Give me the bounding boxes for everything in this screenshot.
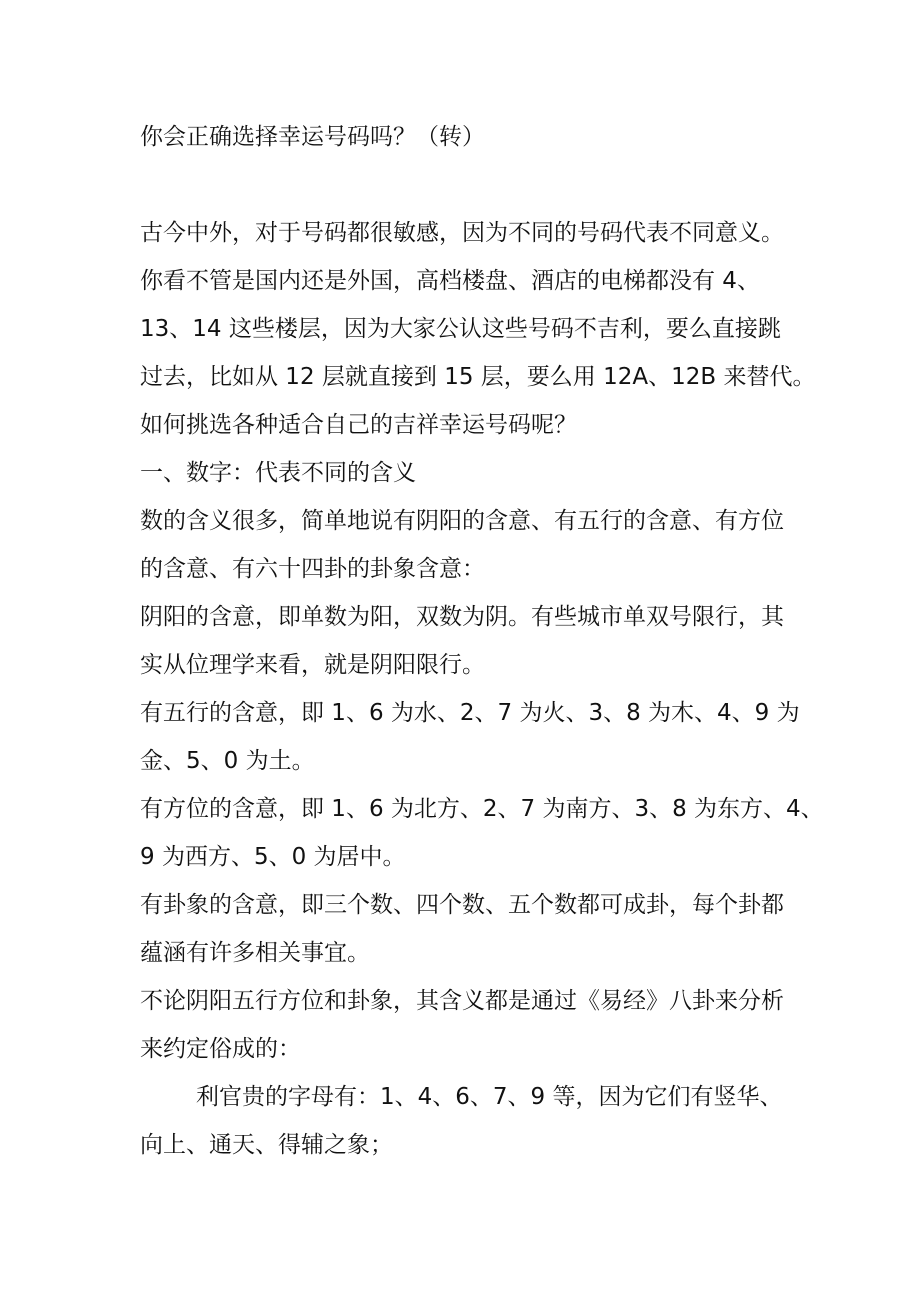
paragraph-line: 9 为西方、5、0 为居中。 xyxy=(140,844,406,870)
paragraph-line: 利官贵的字母有：1、4、6、7、9 等，因为它们有竖华、 xyxy=(196,1084,783,1110)
paragraph-line: 数的含义很多，简单地说有阴阳的含意、有五行的含意、有方位 xyxy=(140,508,784,534)
paragraph-line: 来约定俗成的： xyxy=(140,1036,301,1062)
paragraph-line: 阴阳的含意，即单数为阳，双数为阴。有些城市单双号限行，其 xyxy=(140,604,784,630)
paragraph-line: 向上、通天、得辅之象； xyxy=(140,1132,393,1158)
section-heading: 一、数字：代表不同的含义 xyxy=(140,460,416,486)
document-title: 你会正确选择幸运号码吗？（转） xyxy=(140,124,485,150)
paragraph-line: 你看不管是国内还是外国，高档楼盘、酒店的电梯都没有 4、 xyxy=(140,268,760,294)
paragraph-line: 有方位的含意，即 1、6 为北方、2、7 为南方、3、8 为东方、4、 xyxy=(140,796,824,822)
paragraph-line: 有五行的含意，即 1、6 为水、2、7 为火、3、8 为木、4、9 为 xyxy=(140,700,800,726)
paragraph-line: 实从位理学来看，就是阴阳限行。 xyxy=(140,652,485,678)
paragraph-line: 13、14 这些楼层，因为大家公认这些号码不吉利，要么直接跳 xyxy=(140,316,781,342)
paragraph-line: 如何挑选各种适合自己的吉祥幸运号码呢？ xyxy=(140,412,577,438)
paragraph-line: 有卦象的含意，即三个数、四个数、五个数都可成卦，每个卦都 xyxy=(140,892,784,918)
paragraph-line: 古今中外，对于号码都很敏感，因为不同的号码代表不同意义。 xyxy=(140,220,784,246)
paragraph-line: 过去，比如从 12 层就直接到 15 层，要么用 12A、12B 来替代。 xyxy=(140,364,816,390)
paragraph-line: 金、5、0 为土。 xyxy=(140,748,315,774)
paragraph-line: 不论阴阳五行方位和卦象，其含义都是通过《易经》八卦来分析 xyxy=(140,988,784,1014)
paragraph-line: 蕴涵有许多相关事宜。 xyxy=(140,940,370,966)
paragraph-line: 的含意、有六十四卦的卦象含意： xyxy=(140,556,485,582)
